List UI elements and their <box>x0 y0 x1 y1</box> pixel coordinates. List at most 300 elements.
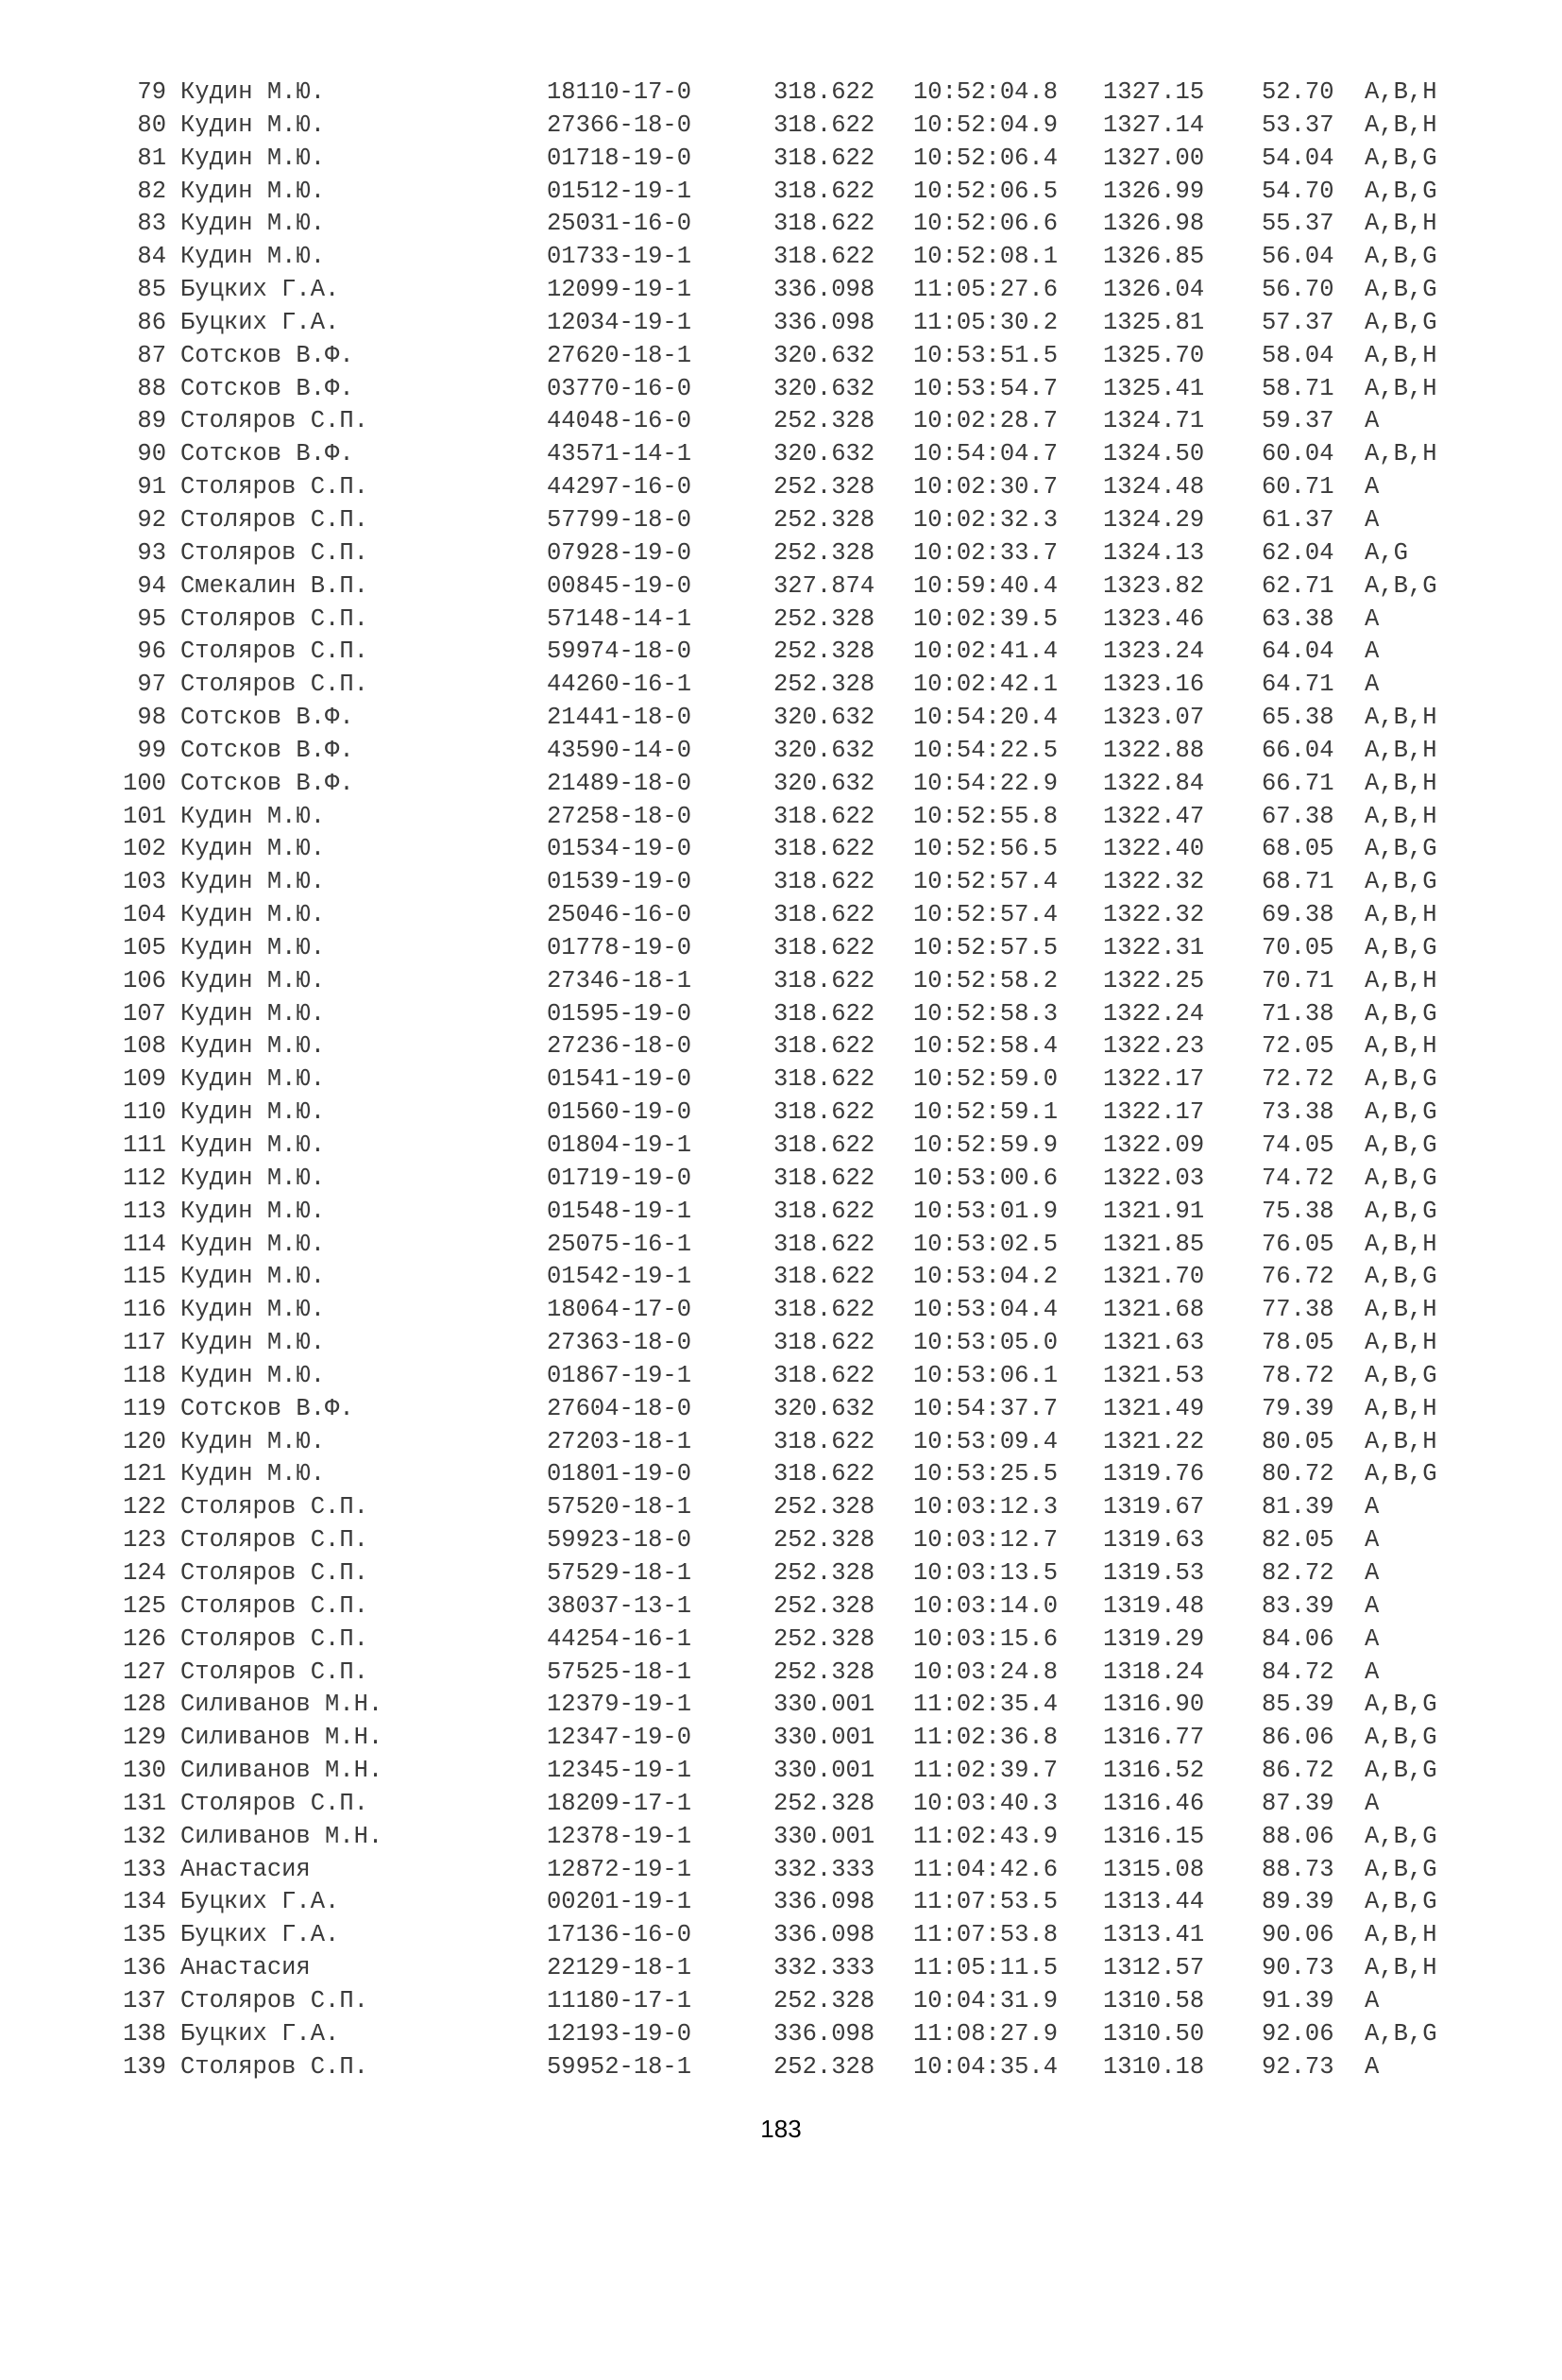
speed-cell: 1324.50 <box>1103 440 1205 468</box>
category-cell: A,B,H <box>1365 374 1437 402</box>
place-cell: 85 <box>137 276 166 304</box>
name-cell: Кудин М.Ю. <box>180 966 326 994</box>
ring-cell: 25031-16-0 <box>547 210 692 238</box>
speed-cell: 1327.14 <box>1103 110 1205 139</box>
ring-cell: 01867-19-1 <box>547 1361 692 1389</box>
distance-cell: 330.001 <box>773 1822 875 1850</box>
place-cell: 91 <box>137 473 166 502</box>
speed-cell: 1321.91 <box>1103 1197 1205 1225</box>
table-row <box>0 1657 1562 1690</box>
coefficient-cell: 54.04 <box>1262 144 1334 172</box>
time-cell: 11:07:53.5 <box>913 1888 1059 1916</box>
time-cell: 10:52:58.2 <box>913 966 1059 994</box>
category-cell: A,B,H <box>1365 1032 1437 1061</box>
coefficient-cell: 79.39 <box>1262 1394 1334 1422</box>
place-cell: 124 <box>123 1558 166 1587</box>
ring-cell: 01539-19-0 <box>547 868 692 896</box>
name-cell: Силиванов М.Н. <box>180 1724 383 1752</box>
ring-cell: 18110-17-0 <box>547 78 692 106</box>
place-cell: 117 <box>123 1329 166 1357</box>
speed-cell: 1322.17 <box>1103 1065 1205 1094</box>
time-cell: 10:04:31.9 <box>913 1986 1059 2014</box>
speed-cell: 1315.08 <box>1103 1855 1205 1883</box>
distance-cell: 252.328 <box>773 1591 875 1620</box>
ring-cell: 44297-16-0 <box>547 473 692 502</box>
distance-cell: 252.328 <box>773 1526 875 1555</box>
table-row <box>0 998 1562 1031</box>
distance-cell: 318.622 <box>773 177 875 205</box>
name-cell: Сотсков В.Ф. <box>180 440 354 468</box>
category-cell: A,B,H <box>1365 1921 1437 1949</box>
speed-cell: 1322.88 <box>1103 736 1205 764</box>
speed-cell: 1316.77 <box>1103 1724 1205 1752</box>
name-cell: Столяров С.П. <box>180 1493 368 1522</box>
ring-cell: 27363-18-0 <box>547 1329 692 1357</box>
table-row <box>0 702 1562 735</box>
time-cell: 11:05:11.5 <box>913 1954 1059 1982</box>
speed-cell: 1326.85 <box>1103 243 1205 271</box>
time-cell: 10:03:24.8 <box>913 1658 1059 1686</box>
time-cell: 10:52:55.8 <box>913 802 1059 830</box>
place-cell: 139 <box>123 2052 166 2081</box>
category-cell: A,B,H <box>1365 1394 1437 1422</box>
coefficient-cell: 60.04 <box>1262 440 1334 468</box>
name-cell: Смекалин В.П. <box>180 571 368 600</box>
time-cell: 10:02:32.3 <box>913 505 1059 534</box>
coefficient-cell: 62.71 <box>1262 571 1334 600</box>
coefficient-cell: 62.04 <box>1262 538 1334 567</box>
speed-cell: 1310.18 <box>1103 2052 1205 2081</box>
place-cell: 110 <box>123 1098 166 1127</box>
ring-cell: 57529-18-1 <box>547 1558 692 1587</box>
coefficient-cell: 54.70 <box>1262 177 1334 205</box>
place-cell: 128 <box>123 1691 166 1719</box>
category-cell: A,B,G <box>1365 1131 1437 1159</box>
speed-cell: 1319.76 <box>1103 1460 1205 1488</box>
name-cell: Столяров С.П. <box>180 671 368 699</box>
table-row <box>0 110 1562 143</box>
table-row <box>0 1590 1562 1624</box>
name-cell: Буцких Г.А. <box>180 1888 340 1916</box>
ring-cell: 27236-18-0 <box>547 1032 692 1061</box>
category-cell: A,B,G <box>1365 835 1437 863</box>
place-cell: 120 <box>123 1427 166 1455</box>
speed-cell: 1322.84 <box>1103 769 1205 797</box>
place-cell: 135 <box>123 1921 166 1949</box>
category-cell: A,B,G <box>1365 1263 1437 1291</box>
coefficient-cell: 92.06 <box>1262 2019 1334 2048</box>
speed-cell: 1324.71 <box>1103 407 1205 435</box>
coefficient-cell: 90.73 <box>1262 1954 1334 1982</box>
distance-cell: 320.632 <box>773 1394 875 1422</box>
place-cell: 101 <box>123 802 166 830</box>
table-row <box>0 899 1562 932</box>
name-cell: Силиванов М.Н. <box>180 1822 383 1850</box>
place-cell: 97 <box>137 671 166 699</box>
coefficient-cell: 66.71 <box>1262 769 1334 797</box>
time-cell: 10:04:35.4 <box>913 2052 1059 2081</box>
time-cell: 10:02:42.1 <box>913 671 1059 699</box>
place-cell: 136 <box>123 1954 166 1982</box>
distance-cell: 252.328 <box>773 2052 875 2081</box>
time-cell: 10:53:04.2 <box>913 1263 1059 1291</box>
results-table <box>0 76 1562 2083</box>
time-cell: 11:08:27.9 <box>913 2019 1059 2048</box>
table-row <box>0 932 1562 965</box>
name-cell: Столяров С.П. <box>180 1624 368 1653</box>
coefficient-cell: 72.05 <box>1262 1032 1334 1061</box>
category-cell: A,B,H <box>1365 210 1437 238</box>
speed-cell: 1323.07 <box>1103 704 1205 732</box>
ring-cell: 12347-19-0 <box>547 1724 692 1752</box>
table-row <box>0 1557 1562 1590</box>
table-row <box>0 208 1562 241</box>
category-cell: A,B,H <box>1365 704 1437 732</box>
ring-cell: 01733-19-1 <box>547 243 692 271</box>
speed-cell: 1321.53 <box>1103 1361 1205 1389</box>
time-cell: 10:52:08.1 <box>913 243 1059 271</box>
distance-cell: 318.622 <box>773 1263 875 1291</box>
coefficient-cell: 77.38 <box>1262 1296 1334 1324</box>
ring-cell: 01719-19-0 <box>547 1164 692 1192</box>
ring-cell: 01778-19-0 <box>547 933 692 961</box>
ring-cell: 00845-19-0 <box>547 571 692 600</box>
place-cell: 111 <box>123 1131 166 1159</box>
table-row <box>0 1854 1562 1887</box>
table-row <box>0 340 1562 373</box>
name-cell: Кудин М.Ю. <box>180 243 326 271</box>
name-cell: Кудин М.Ю. <box>180 999 326 1028</box>
speed-cell: 1322.24 <box>1103 999 1205 1028</box>
place-cell: 115 <box>123 1263 166 1291</box>
speed-cell: 1321.85 <box>1103 1230 1205 1258</box>
speed-cell: 1318.24 <box>1103 1658 1205 1686</box>
time-cell: 10:52:06.6 <box>913 210 1059 238</box>
coefficient-cell: 56.70 <box>1262 276 1334 304</box>
name-cell: Кудин М.Ю. <box>180 210 326 238</box>
name-cell: Столяров С.П. <box>180 604 368 633</box>
name-cell: Кудин М.Ю. <box>180 1296 326 1324</box>
place-cell: 89 <box>137 407 166 435</box>
coefficient-cell: 74.05 <box>1262 1131 1334 1159</box>
speed-cell: 1324.13 <box>1103 538 1205 567</box>
ring-cell: 01534-19-0 <box>547 835 692 863</box>
place-cell: 116 <box>123 1296 166 1324</box>
ring-cell: 12345-19-1 <box>547 1757 692 1785</box>
name-cell: Сотсков В.Ф. <box>180 374 354 402</box>
distance-cell: 252.328 <box>773 1493 875 1522</box>
ring-cell: 43590-14-0 <box>547 736 692 764</box>
ring-cell: 01512-19-1 <box>547 177 692 205</box>
distance-cell: 327.874 <box>773 571 875 600</box>
coefficient-cell: 57.37 <box>1262 308 1334 336</box>
category-cell: A,B,G <box>1365 571 1437 600</box>
table-row <box>0 1096 1562 1130</box>
ring-cell: 59923-18-0 <box>547 1526 692 1555</box>
coefficient-cell: 60.71 <box>1262 473 1334 502</box>
distance-cell: 318.622 <box>773 1098 875 1127</box>
speed-cell: 1327.15 <box>1103 78 1205 106</box>
place-cell: 125 <box>123 1591 166 1620</box>
distance-cell: 318.622 <box>773 1361 875 1389</box>
distance-cell: 252.328 <box>773 1986 875 2014</box>
distance-cell: 318.622 <box>773 1329 875 1357</box>
speed-cell: 1321.70 <box>1103 1263 1205 1291</box>
coefficient-cell: 68.71 <box>1262 868 1334 896</box>
place-cell: 108 <box>123 1032 166 1061</box>
time-cell: 10:53:09.4 <box>913 1427 1059 1455</box>
coefficient-cell: 58.71 <box>1262 374 1334 402</box>
table-row <box>0 768 1562 801</box>
speed-cell: 1316.52 <box>1103 1757 1205 1785</box>
coefficient-cell: 78.05 <box>1262 1329 1334 1357</box>
table-row <box>0 504 1562 537</box>
speed-cell: 1326.04 <box>1103 276 1205 304</box>
distance-cell: 252.328 <box>773 604 875 633</box>
name-cell: Кудин М.Ю. <box>180 1361 326 1389</box>
place-cell: 95 <box>137 604 166 633</box>
distance-cell: 320.632 <box>773 704 875 732</box>
coefficient-cell: 65.38 <box>1262 704 1334 732</box>
ring-cell: 01541-19-0 <box>547 1065 692 1094</box>
distance-cell: 330.001 <box>773 1757 875 1785</box>
time-cell: 10:52:57.4 <box>913 868 1059 896</box>
table-row <box>0 537 1562 570</box>
coefficient-cell: 67.38 <box>1262 802 1334 830</box>
category-cell: A <box>1365 1526 1380 1555</box>
distance-cell: 318.622 <box>773 110 875 139</box>
time-cell: 10:52:59.1 <box>913 1098 1059 1127</box>
ring-cell: 21441-18-0 <box>547 704 692 732</box>
coefficient-cell: 88.06 <box>1262 1822 1334 1850</box>
category-cell: A,B,H <box>1365 769 1437 797</box>
speed-cell: 1324.29 <box>1103 505 1205 534</box>
distance-cell: 318.622 <box>773 1427 875 1455</box>
speed-cell: 1321.63 <box>1103 1329 1205 1357</box>
category-cell: A,B,G <box>1365 1822 1437 1850</box>
table-row <box>0 1624 1562 1657</box>
place-cell: 138 <box>123 2019 166 2048</box>
ring-cell: 38037-13-1 <box>547 1591 692 1620</box>
time-cell: 10:54:04.7 <box>913 440 1059 468</box>
ring-cell: 27346-18-1 <box>547 966 692 994</box>
category-cell: A,B,H <box>1365 1329 1437 1357</box>
distance-cell: 330.001 <box>773 1691 875 1719</box>
distance-cell: 252.328 <box>773 1558 875 1587</box>
category-cell: A,B,H <box>1365 1427 1437 1455</box>
time-cell: 11:04:42.6 <box>913 1855 1059 1883</box>
category-cell: A,B,G <box>1365 177 1437 205</box>
name-cell: Анастасия <box>180 1855 311 1883</box>
speed-cell: 1316.46 <box>1103 1789 1205 1817</box>
name-cell: Силиванов М.Н. <box>180 1757 383 1785</box>
table-row <box>0 1163 1562 1196</box>
category-cell: A,B,H <box>1365 341 1437 369</box>
category-cell: A,B,G <box>1365 1098 1437 1127</box>
speed-cell: 1316.90 <box>1103 1691 1205 1719</box>
place-cell: 127 <box>123 1658 166 1686</box>
distance-cell: 318.622 <box>773 901 875 929</box>
speed-cell: 1319.53 <box>1103 1558 1205 1587</box>
speed-cell: 1316.15 <box>1103 1822 1205 1850</box>
distance-cell: 336.098 <box>773 308 875 336</box>
category-cell: A,B,G <box>1365 1460 1437 1488</box>
place-cell: 131 <box>123 1789 166 1817</box>
time-cell: 10:52:59.0 <box>913 1065 1059 1094</box>
category-cell: A,B,H <box>1365 110 1437 139</box>
distance-cell: 318.622 <box>773 78 875 106</box>
distance-cell: 252.328 <box>773 407 875 435</box>
table-row <box>0 471 1562 504</box>
category-cell: A,B,H <box>1365 901 1437 929</box>
coefficient-cell: 64.04 <box>1262 638 1334 666</box>
distance-cell: 318.622 <box>773 1065 875 1094</box>
distance-cell: 318.622 <box>773 1032 875 1061</box>
ring-cell: 59952-18-1 <box>547 2052 692 2081</box>
place-cell: 83 <box>137 210 166 238</box>
speed-cell: 1325.70 <box>1103 341 1205 369</box>
name-cell: Сотсков В.Ф. <box>180 1394 354 1422</box>
time-cell: 10:52:59.9 <box>913 1131 1059 1159</box>
ring-cell: 57148-14-1 <box>547 604 692 633</box>
name-cell: Буцких Г.А. <box>180 2019 340 2048</box>
place-cell: 84 <box>137 243 166 271</box>
place-cell: 137 <box>123 1986 166 2014</box>
table-row <box>0 1063 1562 1096</box>
ring-cell: 12034-19-1 <box>547 308 692 336</box>
coefficient-cell: 56.04 <box>1262 243 1334 271</box>
time-cell: 10:03:40.3 <box>913 1789 1059 1817</box>
coefficient-cell: 76.72 <box>1262 1263 1334 1291</box>
ring-cell: 17136-16-0 <box>547 1921 692 1949</box>
place-cell: 123 <box>123 1526 166 1555</box>
speed-cell: 1310.58 <box>1103 1986 1205 2014</box>
distance-cell: 318.622 <box>773 1197 875 1225</box>
coefficient-cell: 71.38 <box>1262 999 1334 1028</box>
speed-cell: 1322.23 <box>1103 1032 1205 1061</box>
speed-cell: 1322.40 <box>1103 835 1205 863</box>
ring-cell: 18209-17-1 <box>547 1789 692 1817</box>
place-cell: 105 <box>123 933 166 961</box>
ring-cell: 57520-18-1 <box>547 1493 692 1522</box>
place-cell: 81 <box>137 144 166 172</box>
coefficient-cell: 59.37 <box>1262 407 1334 435</box>
place-cell: 112 <box>123 1164 166 1192</box>
place-cell: 80 <box>137 110 166 139</box>
ring-cell: 01542-19-1 <box>547 1263 692 1291</box>
time-cell: 11:02:36.8 <box>913 1724 1059 1752</box>
name-cell: Кудин М.Ю. <box>180 1098 326 1127</box>
category-cell: A <box>1365 604 1380 633</box>
category-cell: A <box>1365 505 1380 534</box>
coefficient-cell: 66.04 <box>1262 736 1334 764</box>
distance-cell: 252.328 <box>773 1789 875 1817</box>
category-cell: A,B,G <box>1365 1691 1437 1719</box>
table-row <box>0 405 1562 438</box>
table-row <box>0 438 1562 471</box>
place-cell: 100 <box>123 769 166 797</box>
table-row <box>0 866 1562 899</box>
distance-cell: 252.328 <box>773 1658 875 1686</box>
distance-cell: 252.328 <box>773 638 875 666</box>
distance-cell: 252.328 <box>773 671 875 699</box>
place-cell: 88 <box>137 374 166 402</box>
time-cell: 10:02:33.7 <box>913 538 1059 567</box>
distance-cell: 336.098 <box>773 1921 875 1949</box>
place-cell: 79 <box>137 78 166 106</box>
table-row <box>0 307 1562 340</box>
time-cell: 11:07:53.8 <box>913 1921 1059 1949</box>
ring-cell: 12378-19-1 <box>547 1822 692 1850</box>
ring-cell: 27604-18-0 <box>547 1394 692 1422</box>
place-cell: 98 <box>137 704 166 732</box>
table-row <box>0 1821 1562 1854</box>
category-cell: A,B,G <box>1365 144 1437 172</box>
ring-cell: 12379-19-1 <box>547 1691 692 1719</box>
place-cell: 107 <box>123 999 166 1028</box>
table-row <box>0 1360 1562 1393</box>
coefficient-cell: 82.05 <box>1262 1526 1334 1555</box>
distance-cell: 318.622 <box>773 868 875 896</box>
time-cell: 10:53:06.1 <box>913 1361 1059 1389</box>
time-cell: 10:53:04.4 <box>913 1296 1059 1324</box>
category-cell: A <box>1365 473 1380 502</box>
speed-cell: 1325.81 <box>1103 308 1205 336</box>
time-cell: 10:53:01.9 <box>913 1197 1059 1225</box>
category-cell: A <box>1365 1986 1380 2014</box>
speed-cell: 1319.63 <box>1103 1526 1205 1555</box>
category-cell: A,B,H <box>1365 1954 1437 1982</box>
ring-cell: 25046-16-0 <box>547 901 692 929</box>
coefficient-cell: 53.37 <box>1262 110 1334 139</box>
speed-cell: 1312.57 <box>1103 1954 1205 1982</box>
category-cell: A <box>1365 1658 1380 1686</box>
distance-cell: 318.622 <box>773 1460 875 1488</box>
name-cell: Кудин М.Ю. <box>180 835 326 863</box>
ring-cell: 22129-18-1 <box>547 1954 692 1982</box>
name-cell: Буцких Г.А. <box>180 308 340 336</box>
speed-cell: 1322.32 <box>1103 868 1205 896</box>
name-cell: Столяров С.П. <box>180 505 368 534</box>
category-cell: A <box>1365 1624 1380 1653</box>
table-row <box>0 1327 1562 1360</box>
place-cell: 121 <box>123 1460 166 1488</box>
name-cell: Столяров С.П. <box>180 638 368 666</box>
ring-cell: 27258-18-0 <box>547 802 692 830</box>
ring-cell: 18064-17-0 <box>547 1296 692 1324</box>
distance-cell: 336.098 <box>773 1888 875 1916</box>
table-row <box>0 1261 1562 1294</box>
speed-cell: 1324.48 <box>1103 473 1205 502</box>
name-cell: Сотсков В.Ф. <box>180 736 354 764</box>
name-cell: Столяров С.П. <box>180 473 368 502</box>
coefficient-cell: 52.70 <box>1262 78 1334 106</box>
speed-cell: 1323.46 <box>1103 604 1205 633</box>
distance-cell: 318.622 <box>773 243 875 271</box>
distance-cell: 320.632 <box>773 341 875 369</box>
table-row <box>0 373 1562 406</box>
coefficient-cell: 61.37 <box>1262 505 1334 534</box>
speed-cell: 1319.48 <box>1103 1591 1205 1620</box>
coefficient-cell: 78.72 <box>1262 1361 1334 1389</box>
ring-cell: 00201-19-1 <box>547 1888 692 1916</box>
table-row <box>0 2018 1562 2051</box>
time-cell: 10:53:25.5 <box>913 1460 1059 1488</box>
coefficient-cell: 89.39 <box>1262 1888 1334 1916</box>
ring-cell: 43571-14-1 <box>547 440 692 468</box>
coefficient-cell: 92.73 <box>1262 2052 1334 2081</box>
category-cell: A,B,H <box>1365 736 1437 764</box>
